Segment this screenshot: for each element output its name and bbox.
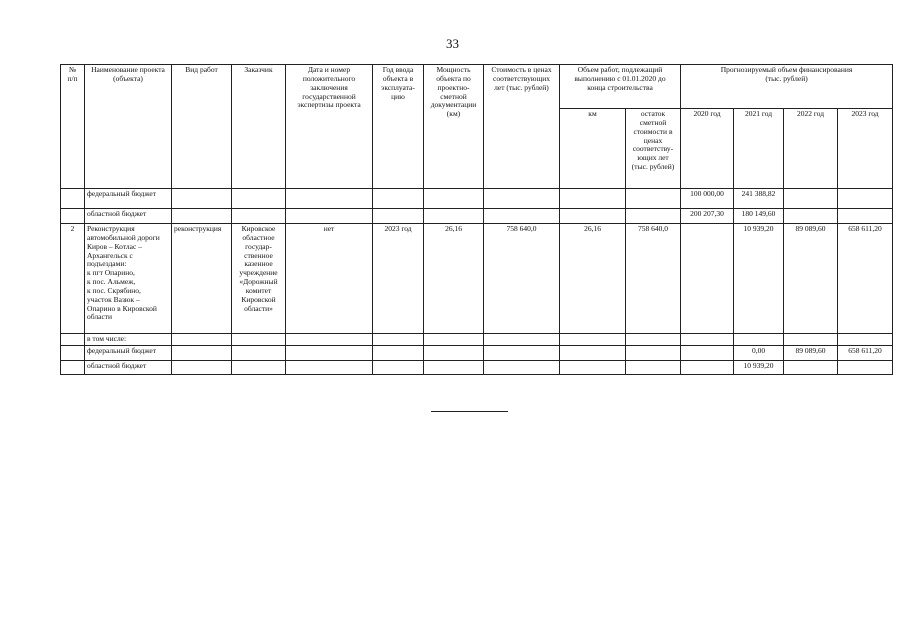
budget-label: областной бюджет [85,361,172,375]
header-volume-km: км [560,109,626,189]
project-num: 2 [61,224,85,334]
project-cost: 758 640,0 [484,224,560,334]
value-2022 [784,189,838,209]
including-label: в том числе: [85,334,172,346]
project-year: 2023 год [373,224,424,334]
header-work-type: Вид работ [172,65,232,189]
value-2020: 200 207,30 [681,209,734,224]
end-rule [431,411,508,412]
value-2023 [838,189,893,209]
project-2023: 658 611,20 [838,224,893,334]
project-work-type: реконструкция [172,224,232,334]
value-2021: 180 149,60 [734,209,784,224]
value-2021: 10 939,20 [734,361,784,375]
table-row [61,334,893,346]
header-year-2023: 2023 год [838,109,893,189]
budget-label: федеральный бюджет [85,346,172,361]
header-year-2020: 2020 год [681,109,734,189]
value-2023: 658 611,20 [838,346,893,361]
header-row [61,65,893,109]
table-row [61,209,893,224]
header-cost: Стоимость в ценах соответствующих лет (тыс. рублей) [484,65,560,189]
project-expertise: нет [286,224,373,334]
page-number: 33 [446,36,459,51]
header-volume: Объем работ, подлежащий выполнению с 01.01.2020 до конца строительства [560,65,681,109]
header-year-2021: 2021 год [734,109,784,189]
header-commission-year: Год ввода объекта в эксплуата- цию [373,65,424,189]
table-row [61,346,893,361]
value-2022 [784,361,838,375]
table-row [61,361,893,375]
project-volume-rest: 758 640,0 [626,224,681,334]
value-2023 [838,209,893,224]
value-2020: 100 000,00 [681,189,734,209]
project-volume-km: 26,16 [560,224,626,334]
header-customer: Заказчик [232,65,286,189]
header-project-name: Наименование проекта (объекта) [85,65,172,189]
value-2023 [838,361,893,375]
project-capacity: 26,16 [424,224,484,334]
project-2022: 89 089,60 [784,224,838,334]
project-2021: 10 939,20 [734,224,784,334]
financing-table [60,64,893,375]
project-2020 [681,224,734,334]
project-row [61,224,893,334]
header-year-2022: 2022 год [784,109,838,189]
value-2022: 89 089,60 [784,346,838,361]
header-expertise: Дата и номер положительного заключения государственной экспертизы проекта [286,65,373,189]
budget-label: федеральный бюджет [85,189,172,209]
value-2021: 241 388,82 [734,189,784,209]
project-name: Реконструкция автомобильной дороги Киров – Котлас – Архангельск с подъездами: к пгт Опарино, к пос. Альмеж, к пос. Скрябино, участок Вазюк – Опарино в Кировской области [85,224,172,334]
budget-label: областной бюджет [85,209,172,224]
value-2022 [784,209,838,224]
value-2021: 0,00 [734,346,784,361]
header-financing: Прогнозируемый объем финансирования (тыс. рублей) [681,65,893,109]
project-customer: Кировское областное государ- ственное казенное учреждение «Дорожный комитет Кировской области» [232,224,286,334]
value-2020 [681,346,734,361]
table-row [61,189,893,209]
value-2020 [681,361,734,375]
header-num: № п/п [61,65,85,189]
header-volume-rest: остаток сметной стоимости в ценах соответству- ющих лет (тыс. рублей) [626,109,681,189]
header-capacity: Мощность объекта по проектно- сметной документации (км) [424,65,484,189]
